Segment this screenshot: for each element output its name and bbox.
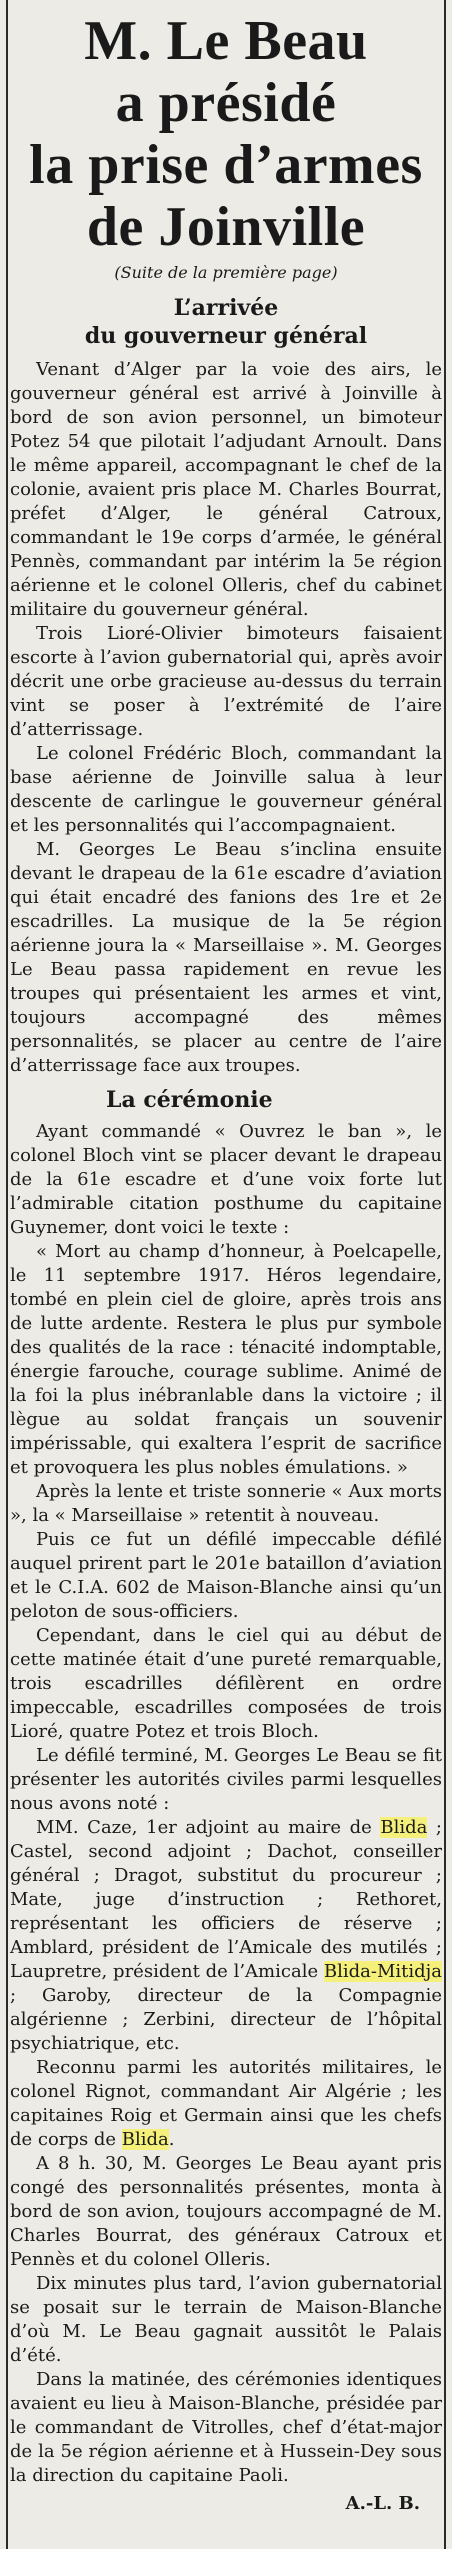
- highlighted-text: Blida: [121, 2129, 169, 2150]
- headline-line: de Joinville: [86, 196, 366, 258]
- section-title-line: L’arrivée: [173, 295, 279, 321]
- headline: [10, 10, 442, 258]
- highlighted-text: Blida: [380, 1817, 428, 1838]
- military-paragraph: [10, 2056, 442, 2152]
- paragraph: M. Georges Le Beau s’inclina ensuite devant le drapeau de la 61e escadre d’aviation qui était encadré des fanions des 1re et 2e escadrilles. La musique de la 5e région aérienne joura la « Marseillaise ». M. Georges Le Beau passa rapidement en revue les troupes qui présentaient les armes et vint, toujours accompagné des mêmes personnalités, se placer au centre de l’aire d’atterrissage face aux troupes.: [10, 839, 442, 1076]
- text-run: .: [168, 2129, 175, 2150]
- citation-paragraph: « Mort au champ d’honneur, à Poelcapelle, le 11 septembre 1917. Héros legendaire, tombé en plein ciel de gloire, après trois ans de lutte ardente. Restera le plus pur symbole des qualités de la race : ténacité indomptable, énergie farouche, courage sublime. Animé de la foi la plus inébranlable dans la victoire ; il lègue au soldat français un souvenir impérissable, qui exaltera l’esprit de sacrifice et provoquera les plus nobles émulations. »: [10, 1241, 442, 1478]
- column-rule-right: [444, 0, 446, 2549]
- author-signature: A.-L. B.: [345, 2493, 420, 2514]
- headline-line: a présidé: [115, 72, 337, 134]
- paragraph: Ayant commandé « Ouvrez le ban », le colonel Bloch vint se placer devant le drapeau de la 61e escadre et d’une voix forte lut l’admirable citation posthume du capitaine Guynemer, dont voici le texte :: [10, 1121, 442, 1238]
- headline-line: la prise d’armes: [29, 134, 423, 196]
- paragraph: Après la lente et triste sonnerie « Aux morts », la « Marseillaise » retentit à nouveau.: [10, 1481, 442, 1526]
- paragraph: Dans la matinée, des cérémonies identiques avaient eu lieu à Maison-Blanche, présidée par le commandant de Vitrolles, chef d’état-major de la 5e région aérienne et à Hussein-Dey sous la direction du capitaine Paoli.: [10, 2369, 442, 2486]
- section-title-arrival: [10, 294, 442, 350]
- continuation-note: (Suite de la première page): [114, 263, 338, 282]
- paragraph: Le colonel Frédéric Bloch, commandant la base aérienne de Joinville salua à leur descente de carlingue le gouverneur général et les personnalités qui l’accompagnaient.: [10, 743, 442, 836]
- highlighted-text: Blida-Mitidja: [323, 1961, 442, 1982]
- paragraph: Le défilé terminé, M. Georges Le Beau se fit présenter les autorités civiles parmi lesquelles nous avons noté :: [10, 1745, 442, 1814]
- paragraph: Cependant, dans le ciel qui au début de cette matinée était d’une pureté remarquable, trois escadrilles défilèrent en ordre impeccable, escadrilles composées de trois Lioré, quatre Potez et trois Bloch.: [10, 1625, 442, 1742]
- authorities-paragraph: [10, 1816, 442, 2056]
- text-run: ; Garoby, directeur de la Compagnie algérienne ; Zerbini, directeur de l’hôpital psychiatrique, etc.: [10, 1985, 442, 2054]
- section-title-line: du gouverneur général: [84, 323, 368, 349]
- paragraph: Dix minutes plus tard, l’avion gubernatorial se posait sur le terrain de Maison-Blanche d’où M. Le Beau gagnait aussitôt le Palais d’été.: [10, 2273, 442, 2366]
- paragraph: Puis ce fut un défilé impeccable défilé auquel prirent part le 201e bataillon d’aviation et le C.I.A. 602 de Maison-Blanche ainsi qu’un peloton de sous-officiers.: [10, 1529, 442, 1622]
- column-rule-left: [6, 0, 8, 2549]
- text-run: Reconnu parmi les autorités militaires, le colonel Rignot, commandant Air Algérie ; les capitaines Roig et Germain ainsi que les chefs de corps de: [10, 2057, 442, 2150]
- paragraph: Venant d’Alger par la voie des airs, le gouverneur général est arrivé à Joinville à bord de son avion personnel, un bimoteur Potez 54 que pilotait l’adjudant Arnoult. Dans le même appareil, accompagnant le chef de la colonie, avaient pris place M. Charles Bourrat, préfet d’Alger, le général Catroux, commandant le 19e corps d’armée, le général Pennès, commandant par intérim la 5e région aérienne et le colonel Olleris, chef du cabinet militaire du gouverneur général.: [10, 359, 442, 620]
- paragraph: Trois Lioré-Olivier bimoteurs faisaient escorte à l’avion gubernatorial qui, après avoir décrit une orbe gracieuse au-dessus du terrain vint se poser à l’extrémité de l’aire d’atterrissage.: [10, 623, 442, 740]
- text-run: ; Castel, second adjoint ; Dachot, conseiller général ; Dragot, substitut du procureur ; Mate, juge d’instruction ; Rethoret, représentant les officiers de réserve ; Amblard, président de l’Amicale des mutilés ; Laupretre, président de l’Amicale: [10, 1817, 442, 1982]
- text-run: MM. Caze, 1er adjoint au maire de: [36, 1817, 381, 1838]
- headline-line: M. Le Beau: [84, 10, 368, 72]
- paragraph: A 8 h. 30, M. Georges Le Beau ayant pris congé des personnalités présentes, monta à bord de son avion, toujours accompagné de M. Charles Bourrat, des généraux Catroux et Pennès et du colonel Olleris.: [10, 2153, 442, 2270]
- section-title-ceremony: La cérémonie: [106, 1087, 273, 1113]
